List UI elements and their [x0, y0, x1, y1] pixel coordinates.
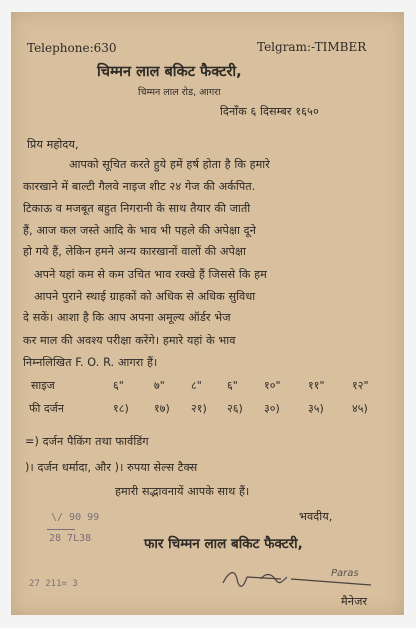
size-cell: १२" — [352, 379, 369, 392]
goodwill-line: हमारी सद्भावनायें आपके साथ हैं। — [115, 485, 250, 498]
letter-date: दिनाँक ६ दिसम्बर १६५० — [220, 105, 319, 118]
postcard — [11, 12, 404, 615]
letter-line: आपने पुराने स्थाई ग्राहकों को अधिक से अधिक सुविधा — [34, 290, 256, 303]
closing-yours: भवदीय, — [299, 510, 333, 523]
letter-line: हैं, आज कल जस्ते आदि के भाव भी पहले की अपेक्षा दूने — [23, 224, 257, 237]
rate-label: फी दर्जन — [29, 402, 64, 415]
charity-tax-note: )। दर्जन धर्मादा, और )। रुपया सेल्स टैक्स — [25, 461, 198, 474]
telegram-address: Telgram:-TIMBER — [257, 40, 367, 54]
letter-line: कर माल की अवश्य परीक्षा करेंगे। हमारे यहां के भाव — [23, 334, 236, 347]
size-row — [11, 378, 404, 394]
rate-cell: १८) — [113, 402, 129, 415]
size-cell: ८" — [191, 379, 202, 392]
closing-company: फार चिम्मन लाल बकिट फैक्टरी, — [144, 536, 303, 552]
letter-line: अपने यहां कम से कम उचित भाव रक्खे हैं जिससे कि हम — [34, 268, 267, 281]
size-cell: ११" — [308, 379, 325, 392]
salutation: प्रिय महोदय, — [27, 138, 79, 151]
letter-line: दे सकें। आशा है कि आप अपना अमूल्य ऑर्डर भेज — [23, 311, 231, 324]
rate-cell: ३५) — [308, 402, 324, 415]
rate-cell: ४५) — [352, 402, 368, 415]
rate-row — [11, 401, 404, 417]
rate-cell: २६) — [227, 402, 243, 415]
letter-line: कारखाने में बाल्टी गैलवे नाइज शीट २४ गेज की अर्कपित. — [23, 180, 256, 193]
company-address: चिम्मन लाल रोड, आगरा — [138, 87, 221, 98]
size-cell: ७" — [154, 379, 165, 392]
size-label: साइज — [31, 379, 55, 392]
letter-line: टिकाऊ व मजबूत बहुत निगरानी के साथ तैयार की जाती — [23, 202, 251, 215]
pencil-note: \/ 90 99 — [51, 512, 100, 523]
rate-cell: २१) — [191, 402, 207, 415]
closing-designation: मैनेजर — [341, 595, 368, 608]
pencil-note: 28 7L38 — [49, 533, 92, 544]
size-cell: ६" — [113, 379, 124, 392]
size-cell: ६" — [227, 379, 238, 392]
rate-cell: ३०) — [264, 402, 280, 415]
signature-note: Paras — [331, 568, 359, 579]
pencil-note: 27 211= 3 — [29, 579, 78, 589]
packing-note: =) दर्जन पैकिंग तथा फार्वडिंग — [25, 435, 149, 448]
letter-line: निम्नलिखित F. O. R. आगरा हैं। — [23, 356, 158, 369]
manager-signature — [221, 565, 401, 593]
letter-line: आपको सूचित करते हुये हमें हर्ष होता है कि हमारे — [69, 158, 270, 171]
letter-line: हो गये हैं, लेकिन हमने अन्य कारखानों वालों की अपेक्षा — [23, 245, 247, 258]
pencil-fraction-line — [47, 529, 75, 530]
telephone-number: Telephone:630 — [27, 41, 117, 55]
size-cell: १०" — [264, 379, 281, 392]
company-name: चिम्मन लाल बकिट फैक्टरी, — [97, 64, 242, 80]
rate-cell: १७) — [154, 402, 170, 415]
